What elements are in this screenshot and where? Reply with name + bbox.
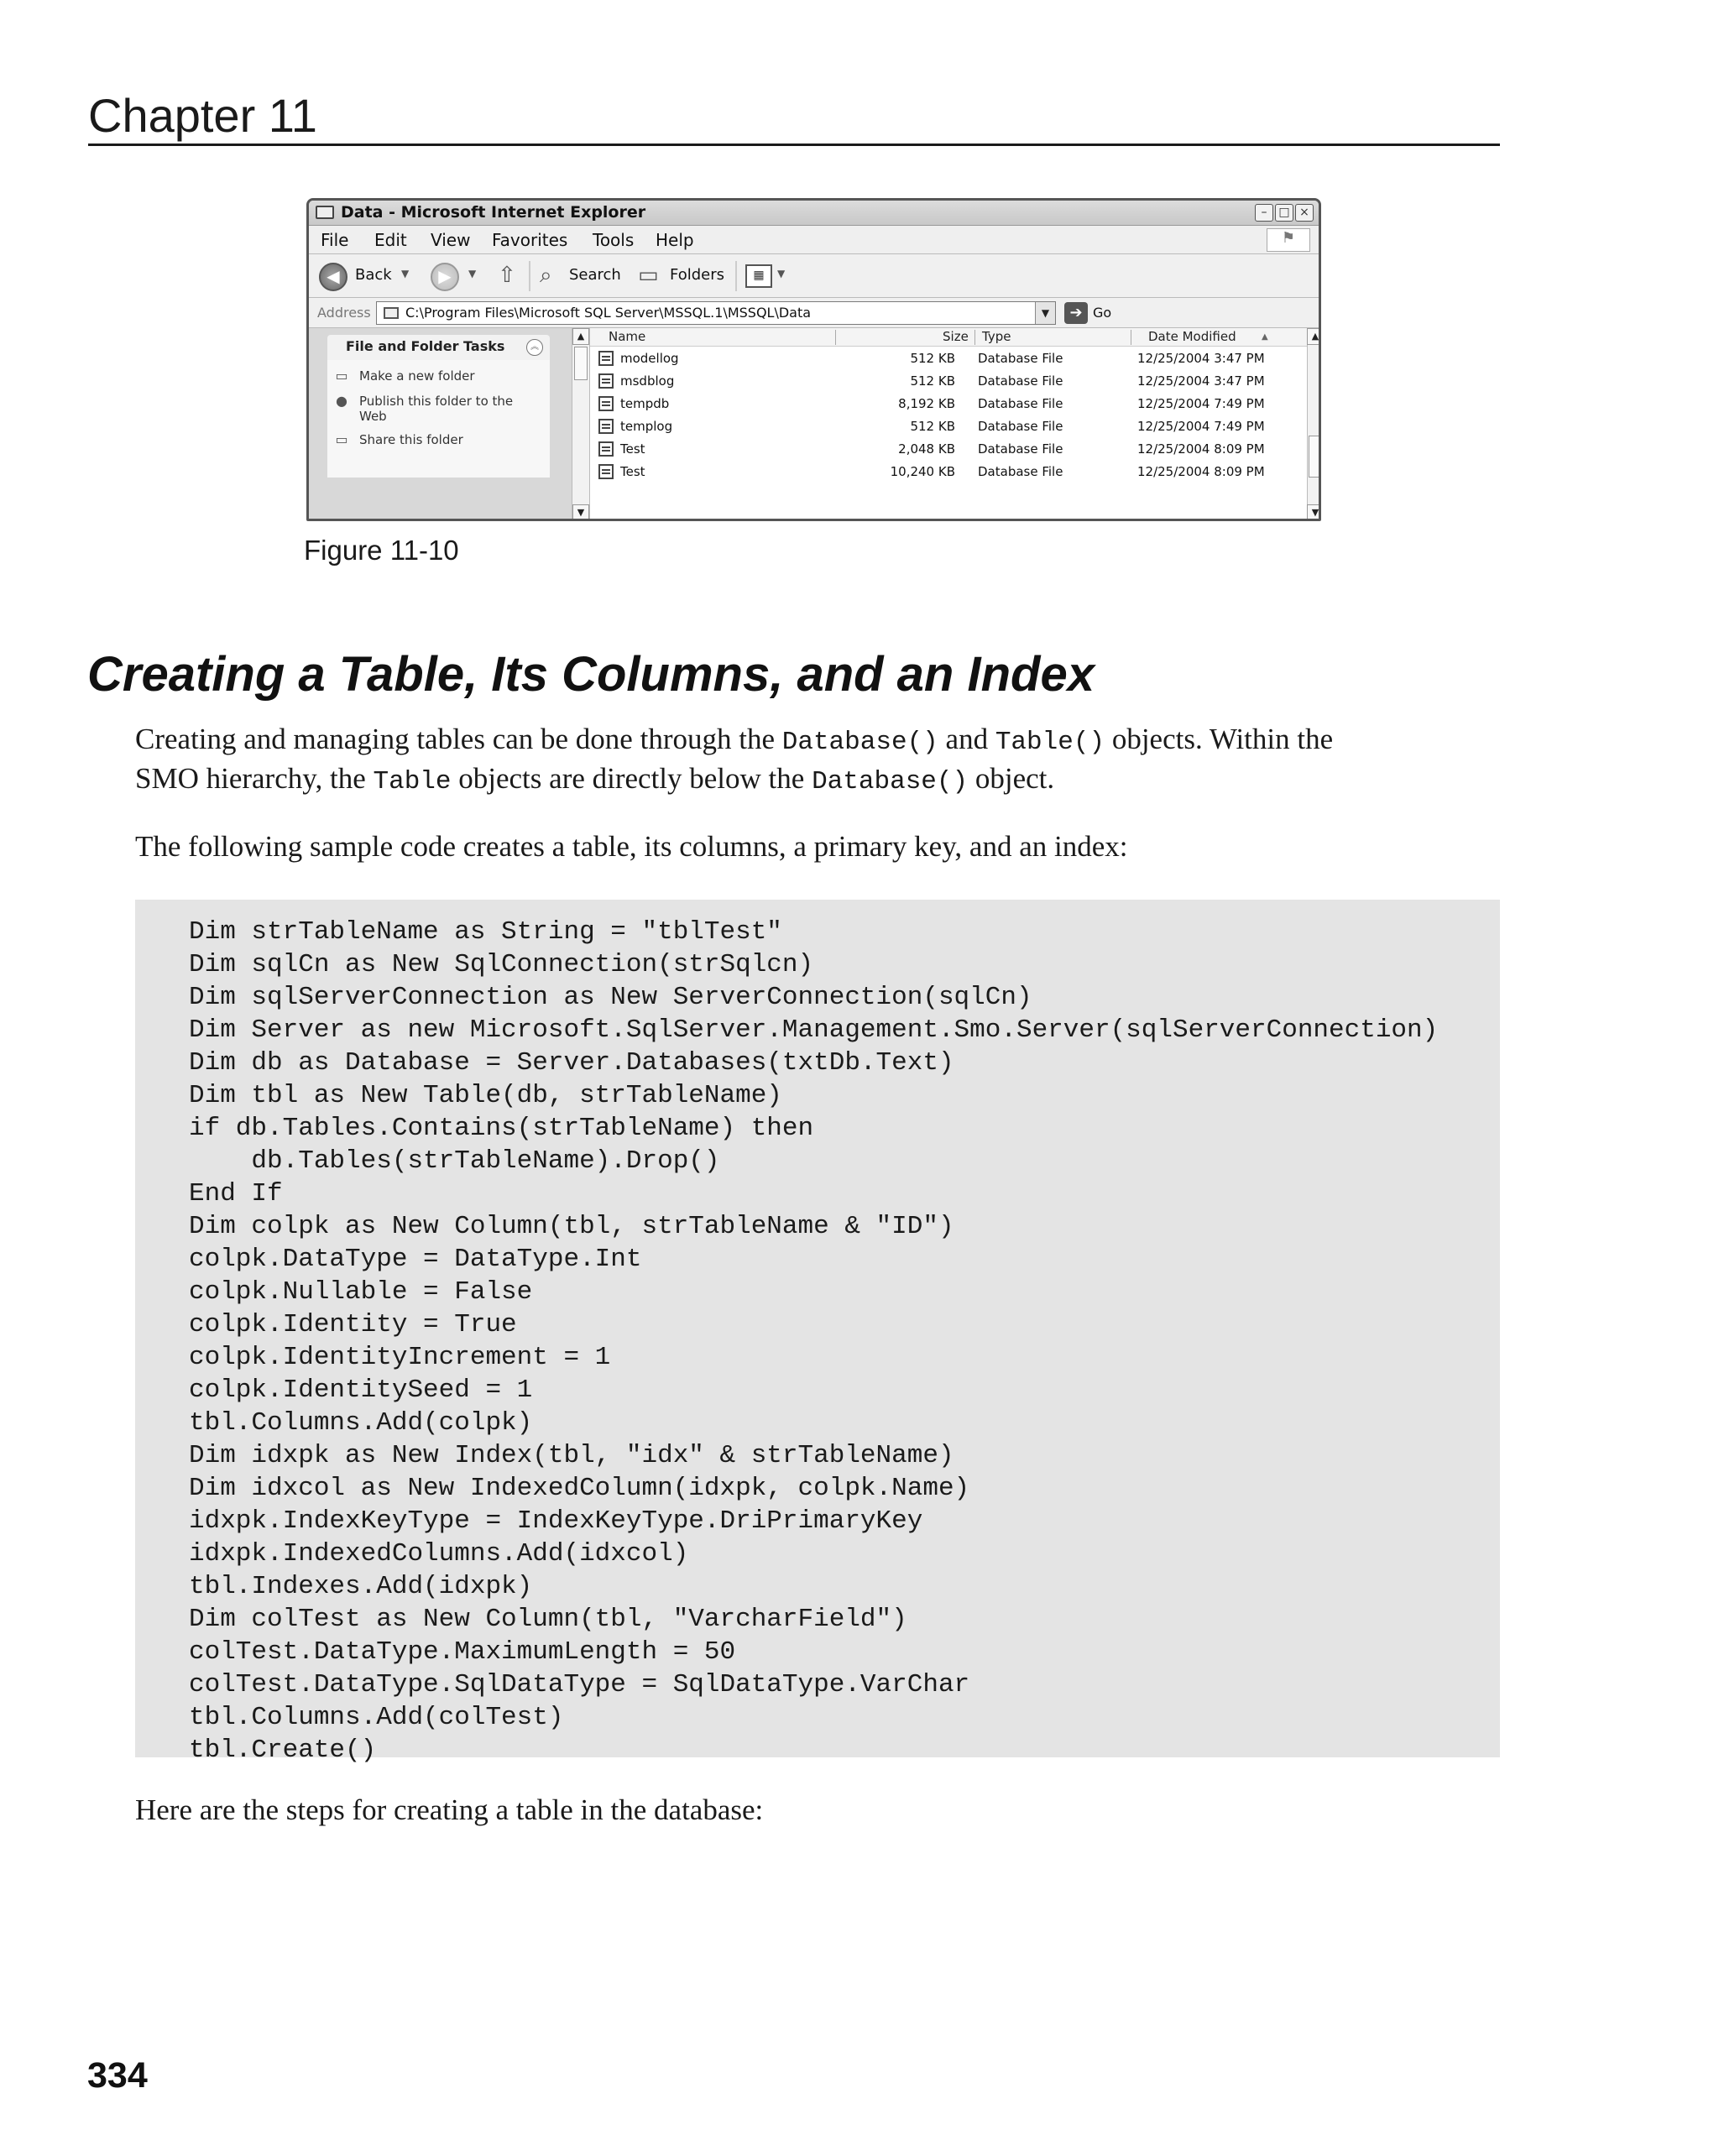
- search-button[interactable]: Search: [569, 266, 621, 284]
- window-title: Data - Microsoft Internet Explorer: [341, 203, 646, 222]
- database-file-icon: [598, 351, 614, 366]
- code-line: tbl.Columns.Add(colTest): [189, 1703, 564, 1732]
- file-row[interactable]: Test 10,240 KB Database File 12/25/2004 8:09 PM: [590, 461, 1307, 483]
- explorer-window-screenshot: [306, 198, 1321, 521]
- code-listing: [135, 900, 1500, 1765]
- menu-favorites[interactable]: Favorites: [492, 230, 568, 250]
- address-input[interactable]: [376, 301, 1056, 325]
- code-line: Dim colTest as New Column(tbl, "VarcharField"): [189, 1605, 907, 1634]
- chevron-down-icon[interactable]: ▼: [1035, 302, 1055, 324]
- search-icon[interactable]: ⌕: [540, 263, 552, 288]
- views-dropdown-icon[interactable]: ▼: [777, 268, 786, 279]
- back-button[interactable]: Back: [355, 266, 392, 284]
- code-line: Dim colpk as New Column(tbl, strTableName & "ID"): [189, 1212, 954, 1241]
- forward-dropdown-icon[interactable]: ▼: [468, 268, 477, 279]
- go-arrow-icon[interactable]: ➔: [1064, 302, 1088, 324]
- steps-intro-paragraph: Here are the steps for creating a table in the database:: [135, 1793, 764, 1826]
- menu-help[interactable]: Help: [656, 230, 694, 250]
- code-line: if db.Tables.Contains(strTableName) then: [189, 1114, 814, 1143]
- code-line: Dim sqlCn as New SqlConnection(strSqlcn): [189, 950, 814, 979]
- code-line: colTest.DataType.SqlDataType = SqlDataType.VarChar: [189, 1670, 970, 1699]
- file-row[interactable]: Test 2,048 KB Database File 12/25/2004 8:09 PM: [590, 438, 1307, 461]
- code-line: Dim strTableName as String = "tblTest": [189, 917, 782, 947]
- folders-button[interactable]: Folders: [670, 266, 725, 284]
- file-list: [590, 328, 1307, 521]
- database-file-icon: [598, 464, 614, 479]
- column-type[interactable]: Type: [982, 329, 1011, 344]
- back-dropdown-icon[interactable]: ▼: [401, 268, 410, 279]
- file-row[interactable]: modellog 512 KB Database File 12/25/2004 3:47 PM: [590, 347, 1307, 370]
- column-date-modified[interactable]: Date Modified: [1148, 329, 1236, 344]
- window-titlebar: [309, 201, 1319, 226]
- toolbar: [309, 254, 1319, 298]
- menu-edit[interactable]: Edit: [374, 230, 407, 250]
- maximize-button[interactable]: □: [1275, 204, 1293, 222]
- task-make-new-folder[interactable]: ▭ Make a new folder: [332, 368, 527, 384]
- address-path: C:\Program Files\Microsoft SQL Server\MSSQL.1\MSSQL\Data: [405, 305, 812, 321]
- task-box-body: [327, 360, 550, 478]
- code-line: colpk.IdentitySeed = 1: [189, 1376, 533, 1405]
- code-line: Dim db as Database = Server.Databases(txtDb.Text): [189, 1048, 954, 1078]
- forward-arrow-icon[interactable]: ▶: [431, 263, 459, 291]
- sort-ascending-icon: ▲: [1262, 332, 1268, 342]
- collapse-chevron-icon[interactable]: ︽: [526, 339, 543, 356]
- views-icon[interactable]: ▦: [745, 264, 772, 288]
- code-line: tbl.Indexes.Add(idxpk): [189, 1572, 533, 1601]
- new-folder-icon: ▭: [335, 368, 348, 384]
- menu-file[interactable]: File: [321, 230, 349, 250]
- go-button[interactable]: Go: [1093, 305, 1112, 321]
- code-line: End If: [189, 1179, 283, 1209]
- column-size[interactable]: Size: [943, 329, 969, 344]
- task-pane-scrollbar[interactable]: [572, 328, 590, 521]
- page-number: 334: [87, 2055, 148, 2096]
- column-name[interactable]: Name: [609, 329, 646, 344]
- scroll-up-icon[interactable]: ▲: [572, 328, 589, 345]
- file-row[interactable]: tempdb 8,192 KB Database File 12/25/2004 7:49 PM: [590, 393, 1307, 415]
- code-line: colpk.Nullable = False: [189, 1277, 533, 1307]
- code-line: tbl.Create(): [189, 1736, 377, 1765]
- code-line: colpk.DataType = DataType.Int: [189, 1245, 642, 1274]
- scroll-down-icon[interactable]: ▼: [572, 504, 589, 521]
- menu-tools[interactable]: Tools: [593, 230, 635, 250]
- folders-icon[interactable]: ▭: [638, 263, 659, 288]
- code-line: db.Tables(strTableName).Drop(): [189, 1146, 720, 1176]
- toolbar-separator: [529, 261, 530, 291]
- code-line: tbl.Columns.Add(colpk): [189, 1408, 533, 1438]
- database-file-icon: [598, 441, 614, 457]
- code-line: Dim Server as new Microsoft.SqlServer.Management.Smo.Server(sqlServerConnection): [189, 1015, 1439, 1045]
- database-file-icon: [598, 419, 614, 434]
- scroll-up-icon[interactable]: ▲: [1307, 328, 1321, 345]
- up-folder-icon[interactable]: ⇧: [498, 263, 516, 288]
- task-box-title: File and Folder Tasks: [346, 338, 505, 354]
- menu-bar: [309, 226, 1319, 254]
- chapter-title: Chapter 11: [88, 89, 317, 142]
- code-line: Dim idxcol as New IndexedColumn(idxpk, colpk.Name): [189, 1474, 970, 1503]
- windows-logo-icon: ⚑: [1267, 228, 1310, 252]
- folder-icon: [316, 206, 334, 219]
- file-row[interactable]: templog 512 KB Database File 12/25/2004 7:49 PM: [590, 415, 1307, 438]
- figure-caption: Figure 11-10: [304, 535, 459, 566]
- task-share-folder[interactable]: ▭ Share this folder: [332, 432, 527, 447]
- task-pane: [309, 328, 572, 521]
- back-arrow-icon[interactable]: ◀: [319, 263, 347, 291]
- code-line: colTest.DataType.MaximumLength = 50: [189, 1637, 736, 1667]
- address-label: Address: [317, 305, 371, 321]
- intro-paragraph: Creating and managing tables can be done through the Database() and Table() objects. Within the SMO hierarchy, the Table objects are directly below the Database() object.: [135, 723, 1334, 796]
- code-line: Dim idxpk as New Index(tbl, "idx" & strTableName): [189, 1441, 954, 1470]
- folder-icon: [384, 307, 399, 319]
- code-line: idxpk.IndexKeyType = IndexKeyType.DriPrimaryKey: [189, 1506, 923, 1536]
- file-list-scrollbar[interactable]: [1307, 328, 1321, 521]
- code-line: idxpk.IndexedColumns.Add(idxcol): [189, 1539, 689, 1569]
- header-rule: [88, 144, 1500, 146]
- task-box-header[interactable]: [327, 335, 550, 360]
- toolbar-separator: [735, 261, 737, 291]
- minimize-button[interactable]: –: [1255, 204, 1273, 222]
- code-line: Dim tbl as New Table(db, strTableName): [189, 1081, 782, 1110]
- code-intro-paragraph: The following sample code creates a table, its columns, a primary key, and an index:: [135, 830, 1128, 863]
- file-row[interactable]: msdblog 512 KB Database File 12/25/2004 3:47 PM: [590, 370, 1307, 393]
- menu-view[interactable]: View: [431, 230, 471, 250]
- globe-icon: ●: [336, 393, 347, 409]
- address-bar: [309, 298, 1319, 328]
- share-folder-icon: ▭: [335, 431, 348, 447]
- code-line: colpk.IdentityIncrement = 1: [189, 1343, 611, 1372]
- section-heading: Creating a Table, Its Columns, and an Index: [87, 647, 1095, 702]
- scroll-thumb[interactable]: [1309, 436, 1321, 478]
- code-line: colpk.Identity = True: [189, 1310, 517, 1339]
- task-publish-folder[interactable]: ● Publish this folder to the Web: [332, 394, 527, 424]
- close-button[interactable]: ×: [1295, 204, 1314, 222]
- database-file-icon: [598, 396, 614, 411]
- code-line: Dim sqlServerConnection as New ServerConnection(sqlCn): [189, 983, 1032, 1012]
- scroll-thumb[interactable]: [574, 347, 588, 380]
- database-file-icon: [598, 373, 614, 389]
- scroll-down-icon[interactable]: ▼: [1307, 504, 1321, 521]
- file-list-header: [590, 328, 1307, 347]
